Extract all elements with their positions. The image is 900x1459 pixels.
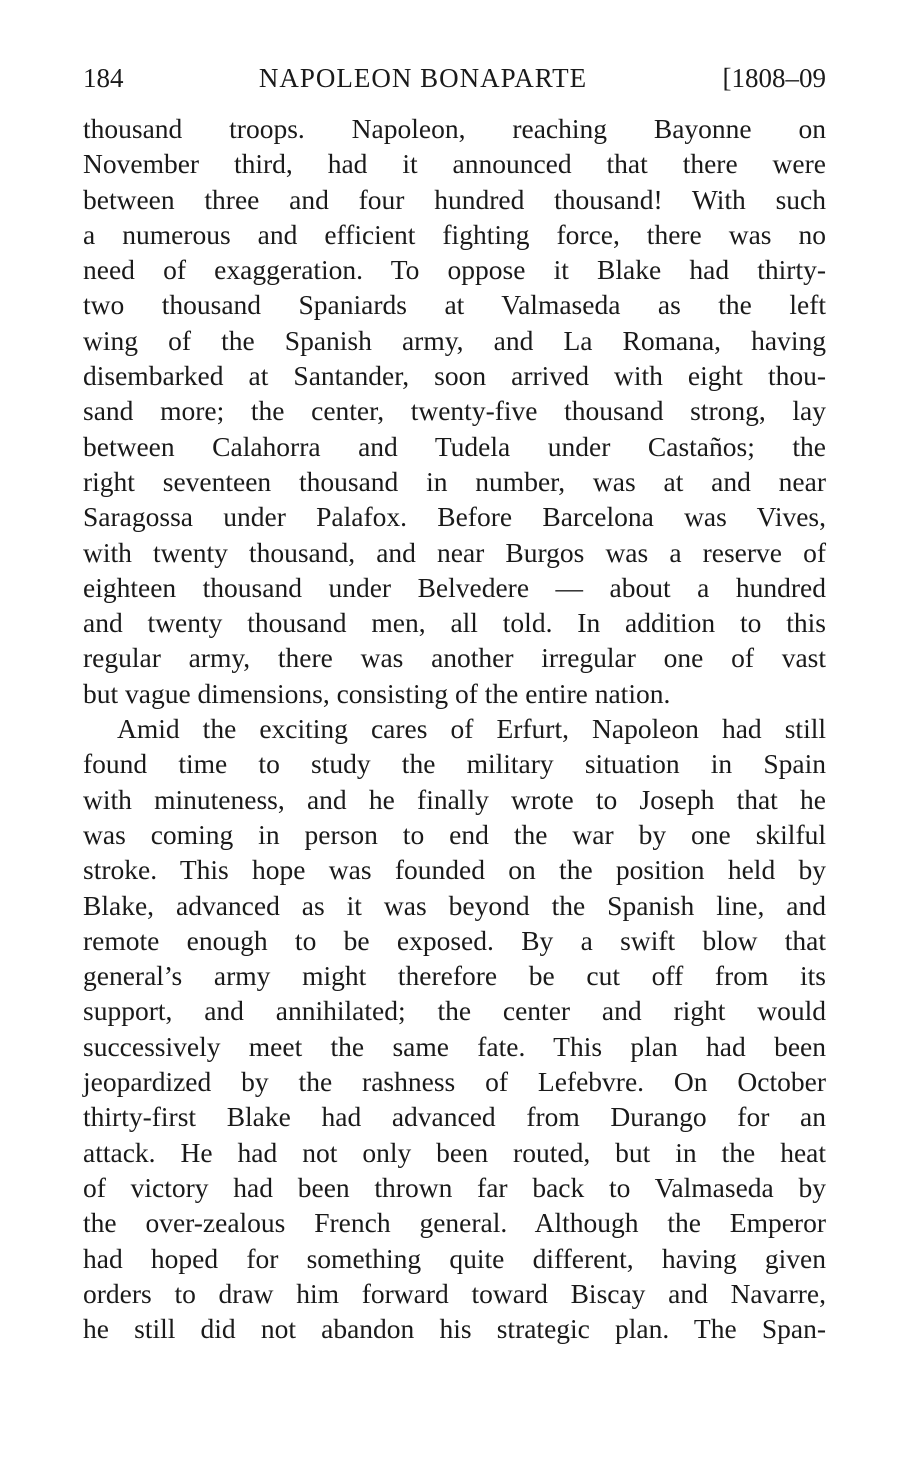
text-line: Amid the exciting cares of Erfurt, Napoleon had still [117,713,826,745]
body-text [83,111,826,1346]
text-line: of victory had been thrown far back to Valmaseda by [83,1171,826,1203]
text-line: Blake, advanced as it was beyond the Spanish line, and [83,889,826,921]
text-line: thirty-first Blake had advanced from Durango for an [83,1101,826,1133]
text-line: attack. He had not only been routed, but in the heat [83,1136,826,1168]
text-line: and twenty thousand men, all told. In addition to this [83,607,826,639]
running-head [83,58,826,98]
text-line: orders to draw him forward toward Biscay and Navarre, [83,1277,826,1309]
text-line: eighteen thousand under Belvedere — about a hundred [83,571,826,603]
text-line: stroke. This hope was founded on the position held by [83,854,826,886]
text-line: found time to study the military situation in Spain [83,748,826,780]
text-line: wing of the Spanish army, and La Romana, having [83,324,826,356]
text-line: was coming in person to end the war by one skilful [83,818,826,850]
paragraph-1 [83,111,826,711]
text-line: with minuteness, and he finally wrote to Joseph that he [83,783,826,815]
text-line: successively meet the same fate. This plan had been [83,1030,826,1062]
page-number: 184 [83,63,124,93]
text-line: between Calahorra and Tudela under Castaños; the [83,430,826,462]
running-title: NAPOLEON BONAPARTE [258,63,588,93]
text-line: a numerous and efficient fighting force, there was no [83,218,826,250]
text-line: thousand troops. Napoleon, reaching Bayonne on [83,113,826,144]
text-line: remote enough to be exposed. By a swift blow that [83,924,826,956]
text-line: the over-zealous French general. Although the Emperor [83,1207,826,1239]
text-line: general’s army might therefore be cut off from its [83,960,826,992]
text-line: regular army, there was another irregular one of vast [83,642,826,674]
text-line: support, and annihilated; the center and right would [83,995,826,1027]
text-line: with twenty thousand, and near Burgos was a reserve of [83,536,826,568]
text-line: November third, had it announced that there were [83,148,826,180]
text-line: disembarked at Santander, soon arrived with eight thou- [83,360,826,392]
text-line: need of exaggeration. To oppose it Blake had thirty- [83,254,826,286]
text-line: sand more; the center, twenty-five thousand strong, lay [83,395,826,427]
text-line: but vague dimensions, consisting of the entire nation. [83,677,671,709]
text-line: he still did not abandon his strategic plan. The Span- [83,1313,826,1345]
text-line: two thousand Spaniards at Valmaseda as the left [83,289,826,321]
text-line: Saragossa under Palafox. Before Barcelona was Vives, [83,501,826,533]
text-line: jeopardized by the rashness of Lefebvre. On October [83,1066,826,1098]
date-range: [1808–09 [722,63,826,93]
text-line: between three and four hundred thousand! With such [83,183,826,215]
book-page [83,58,826,1346]
text-line: right seventeen thousand in number, was at and near [83,465,826,497]
paragraph-2 [83,711,826,1346]
text-line: had hoped for something quite different, having given [83,1242,826,1274]
